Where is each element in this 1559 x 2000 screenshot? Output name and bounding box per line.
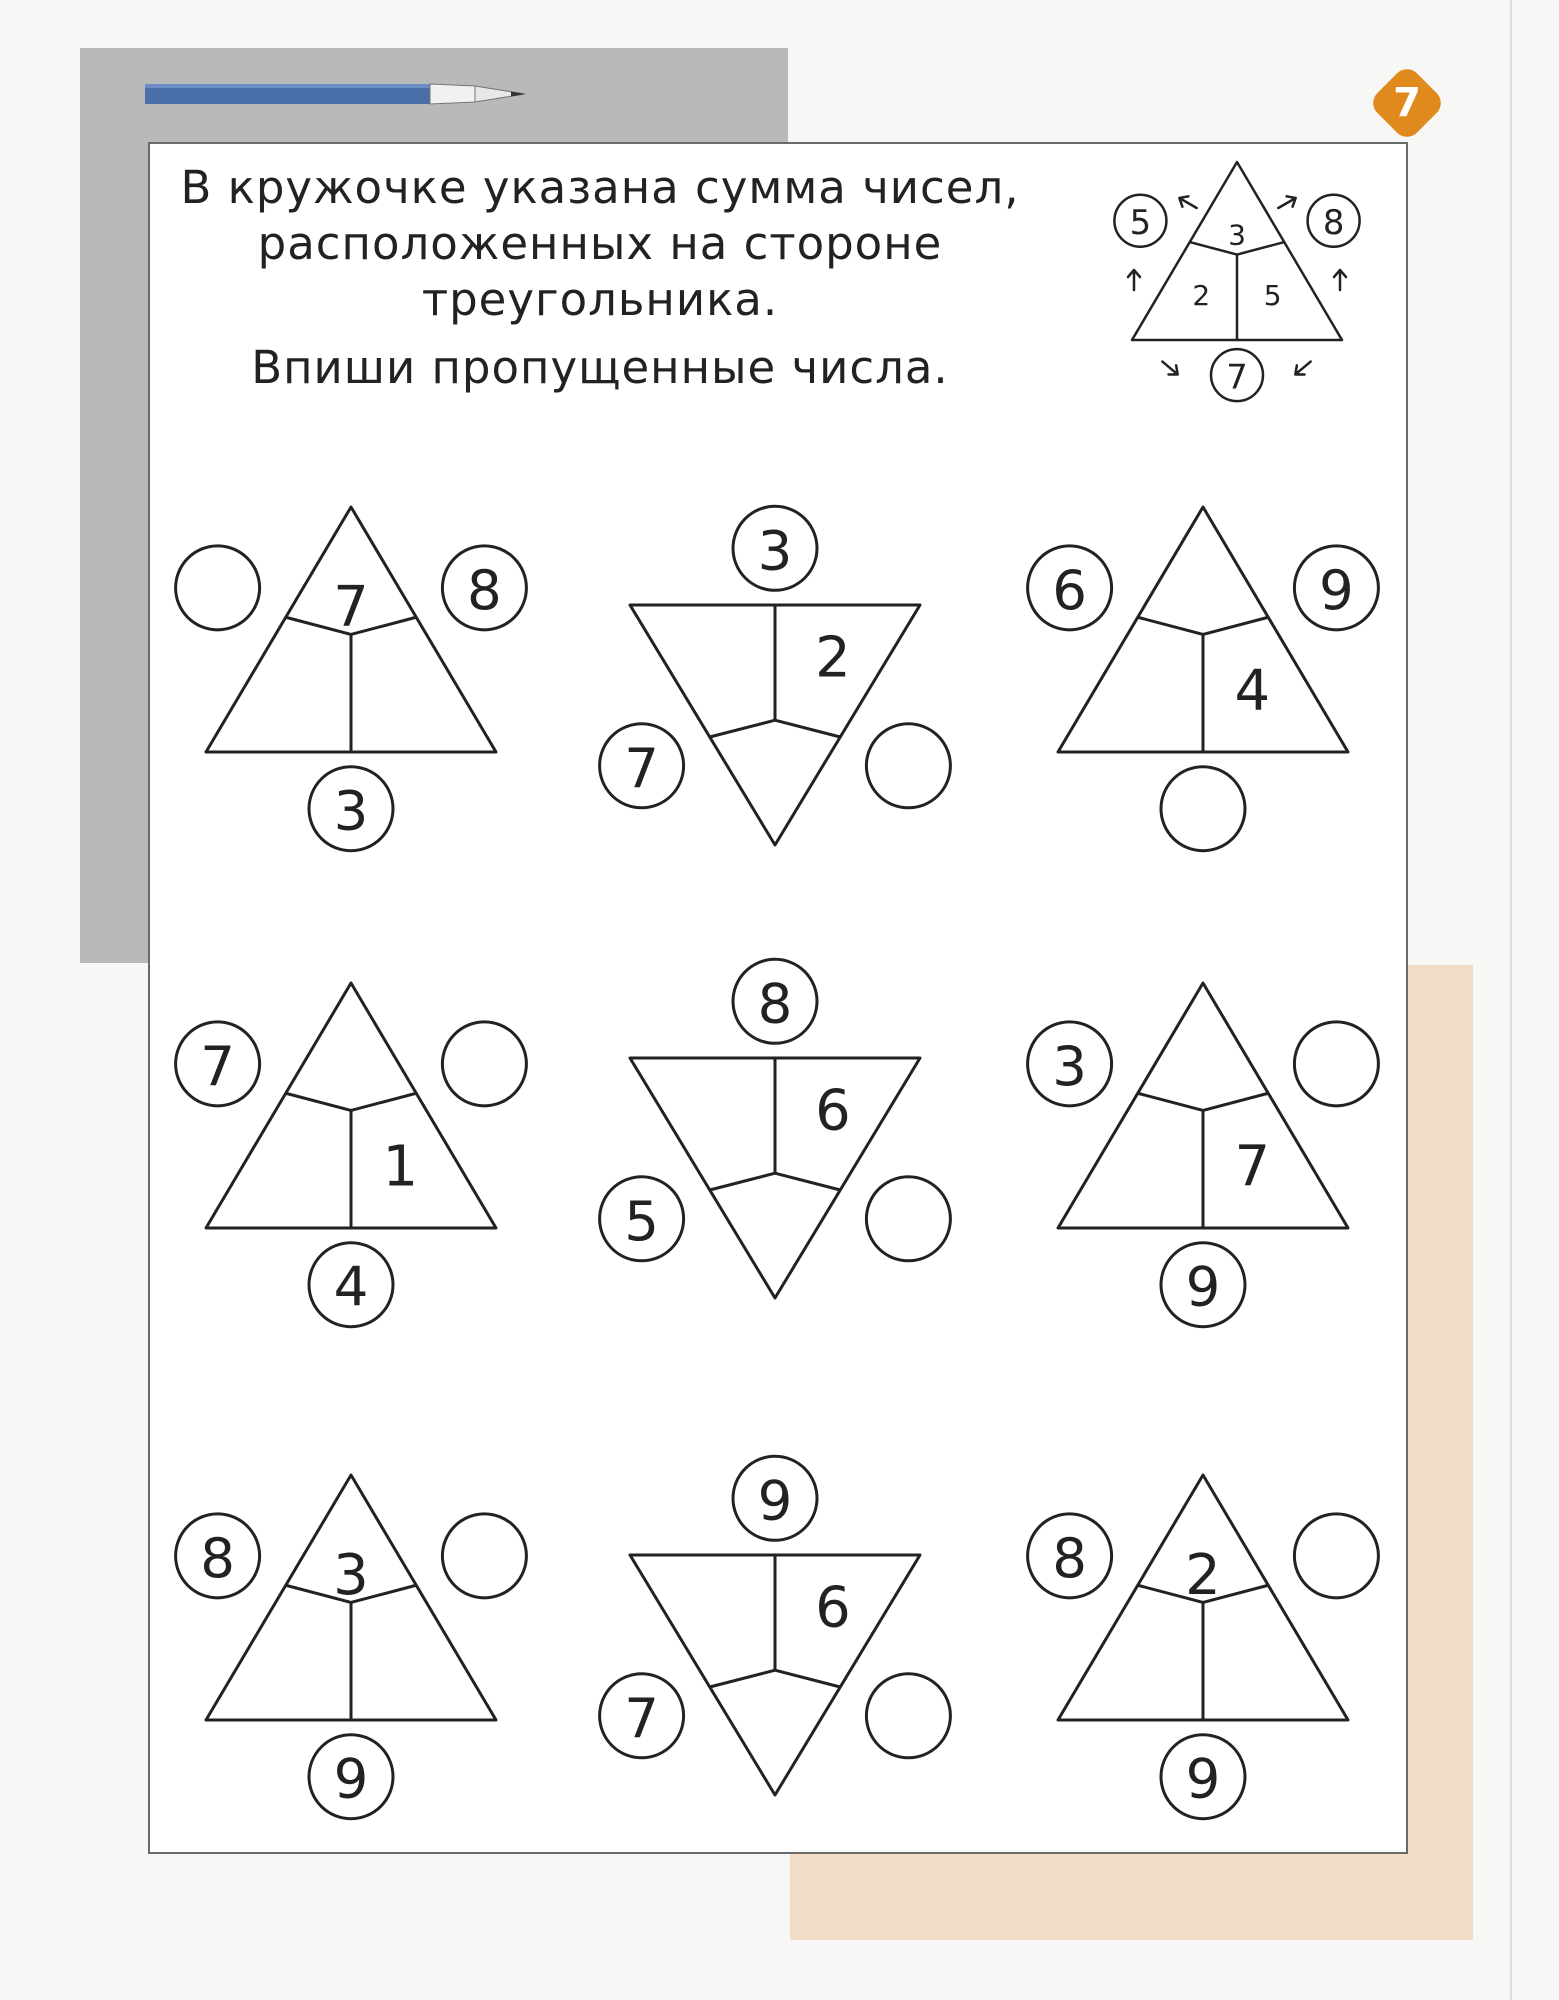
sum-top-1-value: 3	[757, 518, 793, 583]
sum-top-7-value: 9	[757, 1468, 793, 1533]
page-number: 7	[1393, 80, 1421, 126]
sum-right-6[interactable]	[442, 1514, 526, 1598]
cell-bottom-right-2: 4	[1234, 658, 1271, 724]
cell-bottom-right-3: 1	[382, 1134, 419, 1200]
sum-left-example-value: 5	[1129, 203, 1152, 243]
sum-top-4-value: 8	[757, 971, 793, 1036]
sum-left-0[interactable]	[176, 546, 260, 630]
arrow-icon	[1158, 357, 1181, 379]
sum-bottom-6-value: 9	[333, 1746, 369, 1811]
cell-top-right-7: 6	[815, 1575, 851, 1641]
sum-left-5-value: 3	[1052, 1033, 1087, 1098]
cell-bottom-4[interactable]	[750, 1195, 800, 1257]
cell-top-3[interactable]	[326, 1053, 376, 1115]
arrow-icon	[1275, 193, 1298, 213]
sum-left-8-value: 8	[1052, 1525, 1087, 1590]
arrow-icon	[1334, 270, 1346, 290]
cell-top-example: 3	[1228, 218, 1246, 252]
cell-bottom-right-0[interactable]	[375, 660, 425, 722]
cell-bottom-right-5: 7	[1234, 1134, 1271, 1200]
cell-top-0: 7	[333, 574, 369, 640]
cell-top-right-1: 2	[815, 625, 851, 691]
sum-right-4[interactable]	[866, 1177, 950, 1261]
sum-right-example-value: 8	[1322, 203, 1345, 243]
cell-top-5[interactable]	[1178, 1053, 1228, 1115]
arrow-icon	[1291, 357, 1314, 379]
sum-right-5[interactable]	[1294, 1022, 1378, 1106]
sum-left-4-value: 5	[624, 1188, 659, 1253]
sum-right-3[interactable]	[442, 1022, 526, 1106]
cell-top-6: 3	[333, 1542, 369, 1608]
cell-bottom-left-5[interactable]	[1129, 1136, 1179, 1198]
cell-bottom-left-2[interactable]	[1129, 660, 1179, 722]
cell-bottom-right-6[interactable]	[375, 1628, 425, 1690]
sum-left-1-value: 7	[624, 735, 659, 800]
cell-bottom-7[interactable]	[750, 1692, 800, 1754]
sum-right-7[interactable]	[866, 1674, 950, 1758]
cell-bottom-left-example: 2	[1192, 279, 1211, 312]
sum-right-8[interactable]	[1294, 1514, 1378, 1598]
sum-bottom-0-value: 3	[333, 778, 369, 843]
cell-bottom-right-example: 5	[1263, 279, 1282, 312]
sum-right-2-value: 9	[1319, 557, 1354, 622]
cell-top-left-1[interactable]	[692, 627, 742, 689]
cell-bottom-left-3[interactable]	[277, 1136, 327, 1198]
sum-left-7-value: 7	[624, 1685, 659, 1750]
cell-bottom-1[interactable]	[750, 742, 800, 804]
sum-right-0-value: 8	[467, 557, 502, 622]
instruction-line-4: Впиши пропущенные числа.	[251, 341, 949, 394]
instruction-line-2: расположенных на стороне	[257, 217, 943, 270]
cell-top-left-7[interactable]	[692, 1577, 742, 1639]
cell-top-left-4[interactable]	[692, 1080, 742, 1142]
sum-right-1[interactable]	[866, 724, 950, 808]
sum-left-3-value: 7	[200, 1033, 235, 1098]
arrow-icon	[1176, 193, 1199, 213]
sum-bottom-3-value: 4	[333, 1254, 369, 1319]
sum-left-6-value: 8	[200, 1525, 235, 1590]
arrow-icon	[1128, 270, 1140, 290]
cell-top-8: 2	[1185, 1542, 1221, 1608]
sum-bottom-5-value: 9	[1185, 1254, 1221, 1319]
cell-bottom-left-6[interactable]	[277, 1628, 327, 1690]
sum-bottom-2[interactable]	[1161, 767, 1245, 851]
cell-top-right-4: 6	[815, 1078, 851, 1144]
sum-bottom-example-value: 7	[1226, 357, 1248, 397]
cell-bottom-left-8[interactable]	[1129, 1628, 1179, 1690]
sum-bottom-8-value: 9	[1185, 1746, 1221, 1811]
instruction-line-3: треугольника.	[421, 273, 779, 326]
instruction-line-1: В кружочке указана сумма чисел,	[180, 161, 1020, 214]
cell-top-2[interactable]	[1178, 577, 1228, 639]
cell-bottom-left-0[interactable]	[277, 660, 327, 722]
cell-bottom-right-8[interactable]	[1227, 1628, 1277, 1690]
sum-left-2-value: 6	[1052, 557, 1087, 622]
